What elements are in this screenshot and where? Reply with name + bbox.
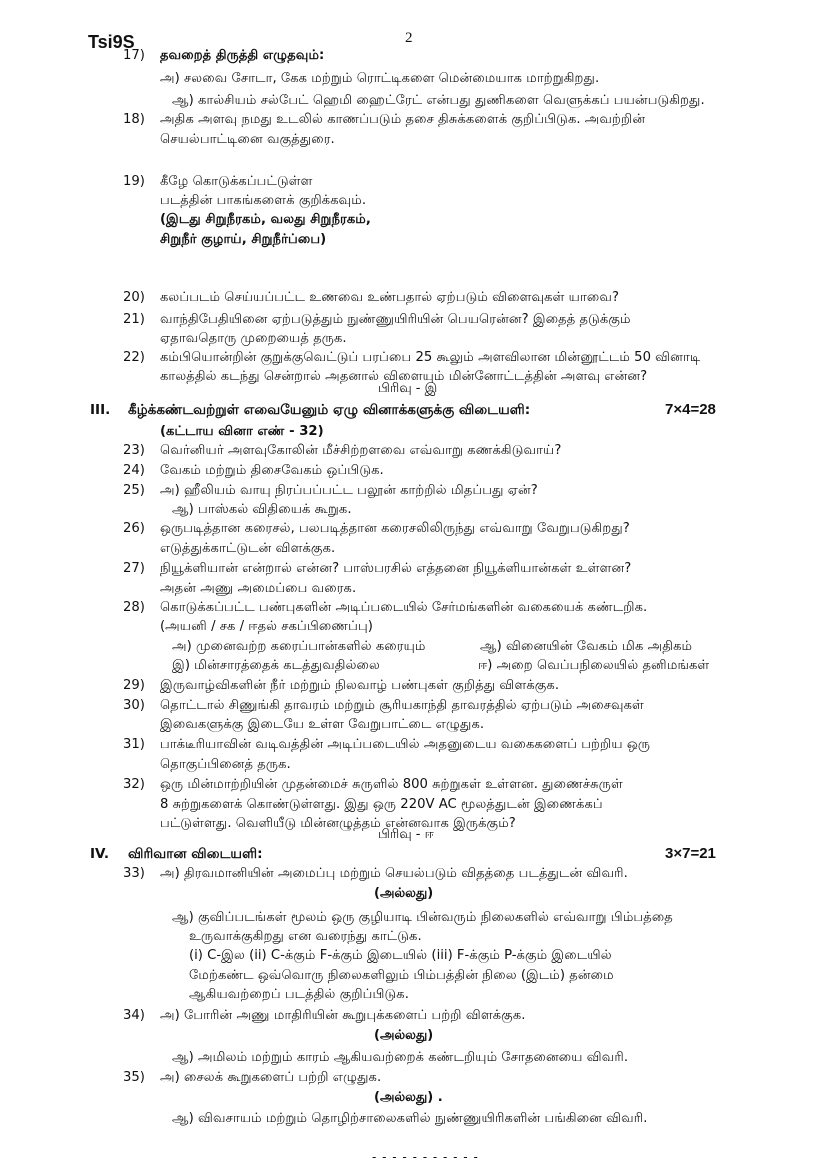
question-text: எடுத்துக்காட்டுடன் விளக்குக. [160, 541, 336, 556]
question-text: ஆகியவற்றைப் படத்தில் குறிப்பிடுக. [189, 987, 409, 1002]
question-number: 24) [123, 463, 145, 478]
question-number: 26) [123, 521, 145, 536]
question-number: 21) [123, 312, 145, 327]
question-text: அ) சலவை சோடா, கேக மற்றும் ரொட்டிகளை மென்மையாக மாற்றுகிறது. [160, 71, 600, 86]
question-text: அ) முனைவற்ற கரைப்பான்களில் கரையும் [172, 639, 426, 654]
question-text: வெர்னியர் அளவுகோலின் மீச்சிற்றளவை எவ்வாறு கணக்கிடுவாய்? [160, 443, 562, 458]
section-marks: 3×7=21 [665, 845, 716, 862]
question-text: கீழே கொடுக்கப்பட்டுள்ள [160, 174, 313, 189]
question-text: தொகுப்பினைத் தருக. [160, 757, 291, 772]
question-text: சிறுநீர் குழாய், சிறுநீர்ப்பை) [160, 232, 327, 247]
question-number: 18) [123, 112, 145, 127]
question-text: வாந்திபேதியினை ஏற்படுத்தும் நுண்ணுயிரியின் பெயரென்ன? இதைத் தடுக்கும் [160, 312, 631, 327]
question-text: ஆ) பாஸ்கல் விதியைக் கூறுக. [172, 502, 352, 517]
question-text: பட்டுள்ளது. வெளியீடு மின்னழுத்தம் என்னவாக இருக்கும்? [160, 816, 516, 831]
question-text: கம்பியொன்றின் குறுக்குவெட்டுப் பரப்பை 25 கூலும் அளவிலான மின்னூட்டம் 50 வினாடி [160, 350, 701, 365]
question-text: இ) மின்சாரத்தைக் கடத்துவதில்லை [172, 658, 380, 673]
question-number: 17) [123, 48, 145, 63]
question-text: பாக்டீரியாவின் வடிவத்தின் அடிப்படையில் அதனுடைய வகைகளைப் பற்றிய ஒரு [160, 737, 651, 752]
question-text: ஈ) அறை வெப்பநிலையில் தனிமங்கள் [478, 658, 710, 673]
question-text: ஆ) விவசாயம் மற்றும் தொழிற்சாலைகளில் நுண்ணுயிரிகளின் பங்கினை விவரி. [172, 1111, 648, 1126]
question-text: அதிக அளவு நமது உடலில் காணப்படும் தசை திசுக்களைக் குறிப்பிடுக. அவற்றின் [160, 112, 646, 127]
question-text: செயல்பாட்டினை வகுத்துரை. [160, 132, 335, 147]
question-number: 30) [123, 698, 145, 713]
question-number: 34) [123, 1008, 145, 1023]
question-number: 20) [123, 290, 145, 305]
part-heading: பிரிவு - ஈ [378, 827, 434, 842]
question-text: (அயனி / சக / ஈதல் சகப்பிணைப்பு) [160, 619, 373, 634]
question-number: 23) [123, 443, 145, 458]
end-marker: - - - - - - - - - - - [372, 1150, 479, 1164]
question-text: ஆ) வினையின் வேகம் மிக அதிகம் [480, 639, 693, 654]
or-divider: (அல்லது) [374, 1028, 434, 1043]
section-number: IV. [90, 846, 109, 862]
question-text: படத்தின் பாகங்களைக் குறிக்கவும். [160, 193, 367, 208]
section-marks: 7×4=28 [665, 401, 716, 418]
question-text: அ) ஹீலியம் வாயு நிரப்பப்பட்ட பலூன் காற்றில் மிதப்பது ஏன்? [160, 483, 538, 498]
question-text: அ) திரவமானியின் அமைப்பு மற்றும் செயல்படும் விதத்தை படத்துடன் விவரி. [160, 866, 628, 881]
or-divider: (அல்லது) [374, 886, 434, 901]
question-text: ஆ) கால்சியம் சல்பேட் ஹெமி ஹைட்ரேட் என்பது துணிகளை வெளுக்கப் பயன்படுகிறது. [172, 93, 705, 108]
question-text: வேகம் மற்றும் திசைவேகம் ஒப்பிடுக. [160, 463, 384, 478]
question-number: 32) [123, 777, 145, 792]
question-text: தவறைத் திருத்தி எழுதவும்: [160, 48, 325, 63]
question-text: இருவாழ்விகளின் நீர் மற்றும் நிலவாழ் பண்புகள் குறித்து விளக்குக. [160, 678, 560, 693]
question-number: 28) [123, 600, 145, 615]
question-text: அ) சைலக் கூறுகளைப் பற்றி எழுதுக. [160, 1070, 382, 1085]
question-text: ஏதாவதொரு முறையைத் தருக. [160, 331, 347, 346]
question-text: (கட்டாய வினா எண் - 32) [160, 424, 324, 439]
question-number: 22) [123, 350, 145, 365]
or-divider: (அல்லது) . [374, 1090, 443, 1105]
question-text: கொடுக்கப்பட்ட பண்புகளின் அடிப்படையில் சேர்மங்களின் வகையைக் கண்டறிக. [160, 600, 648, 615]
question-text: நியூக்ளியான் என்றால் என்ன? பாஸ்பரசில் எத்தனை நியூக்ளியான்கள் உள்ளன? [160, 561, 632, 576]
question-text: கலப்படம் செய்யப்பட்ட உணவை உண்பதால் ஏற்படும் விளைவுகள் யாவை? [160, 290, 619, 305]
question-text: தொட்டால் சிணுங்கி தாவரம் மற்றும் சூரியகாந்தி தாவரத்தில் ஏற்படும் அசைவுகள் [160, 698, 644, 713]
section-number: III. [90, 402, 111, 418]
paper-code: Tsi9S [88, 32, 135, 52]
question-text: அதன் அணு அமைப்பை வரைக. [160, 581, 357, 596]
page-number: 2 [405, 30, 413, 46]
question-text: (i) C-இல (ii) C-க்கும் F-க்கும் இடையில் (iii) F-க்கும் P-க்கும் இடையில் [189, 948, 612, 963]
question-text: அ) போரின் அணு மாதிரியின் கூறுபுக்களைப் பற்றி விளக்குக. [160, 1008, 526, 1023]
question-text: இவைகளுக்கு இடையே உள்ள வேறுபாட்டை எழுதுக. [160, 717, 485, 732]
section-heading: விரிவான விடையளி: [128, 846, 263, 862]
question-text: மேற்கண்ட ஒவ்வொரு நிலைகளிலும் பிம்பத்தின் நிலை (இடம்) தன்மை [189, 968, 614, 983]
question-text: காலத்தில் கடந்து சென்றால் அதனால் விளையும் மின்னோட்டத்தின் அளவு என்ன? [160, 369, 648, 384]
section-heading: கீழ்க்கண்டவற்றுள் எவையேனும் ஏழு வினாக்களுக்கு விடையளி: [128, 402, 531, 418]
question-text: ஒருபடித்தான கரைசல், பலபடித்தான கரைசலிலிருந்து எவ்வாறு வேறுபடுகிறது? [160, 521, 630, 536]
question-text: (இடது சிறுநீரகம், வலது சிறுநீரகம், [160, 212, 371, 227]
question-number: 19) [123, 174, 145, 189]
question-text: உருவாக்குகிறது என வரைந்து காட்டுக. [189, 929, 422, 944]
part-heading: பிரிவு - இ [378, 381, 438, 396]
question-text: ஒரு மின்மாற்றியின் முதன்மைச் சுருளில் 800 சுற்றுகள் உள்ளன. துணைச்சுருள் [160, 777, 623, 792]
question-number: 29) [123, 678, 145, 693]
question-text: ஆ) அமிலம் மற்றும் காரம் ஆகியவற்றைக் கண்டறியும் சோதனையை விவரி. [172, 1050, 629, 1065]
question-number: 25) [123, 483, 145, 498]
question-text: 8 சுற்றுகளைக் கொண்டுள்ளது. இது ஒரு 220V AC மூலத்துடன் இணைக்கப் [160, 797, 603, 812]
question-number: 33) [123, 866, 145, 881]
question-number: 35) [123, 1070, 145, 1085]
question-number: 27) [123, 561, 145, 576]
question-number: 31) [123, 737, 145, 752]
question-text: ஆ) குவிப்படங்கள் மூலம் ஒரு குழியாடி பின்வரும் நிலைகளில் எவ்வாறு பிம்பத்தை [172, 910, 673, 925]
